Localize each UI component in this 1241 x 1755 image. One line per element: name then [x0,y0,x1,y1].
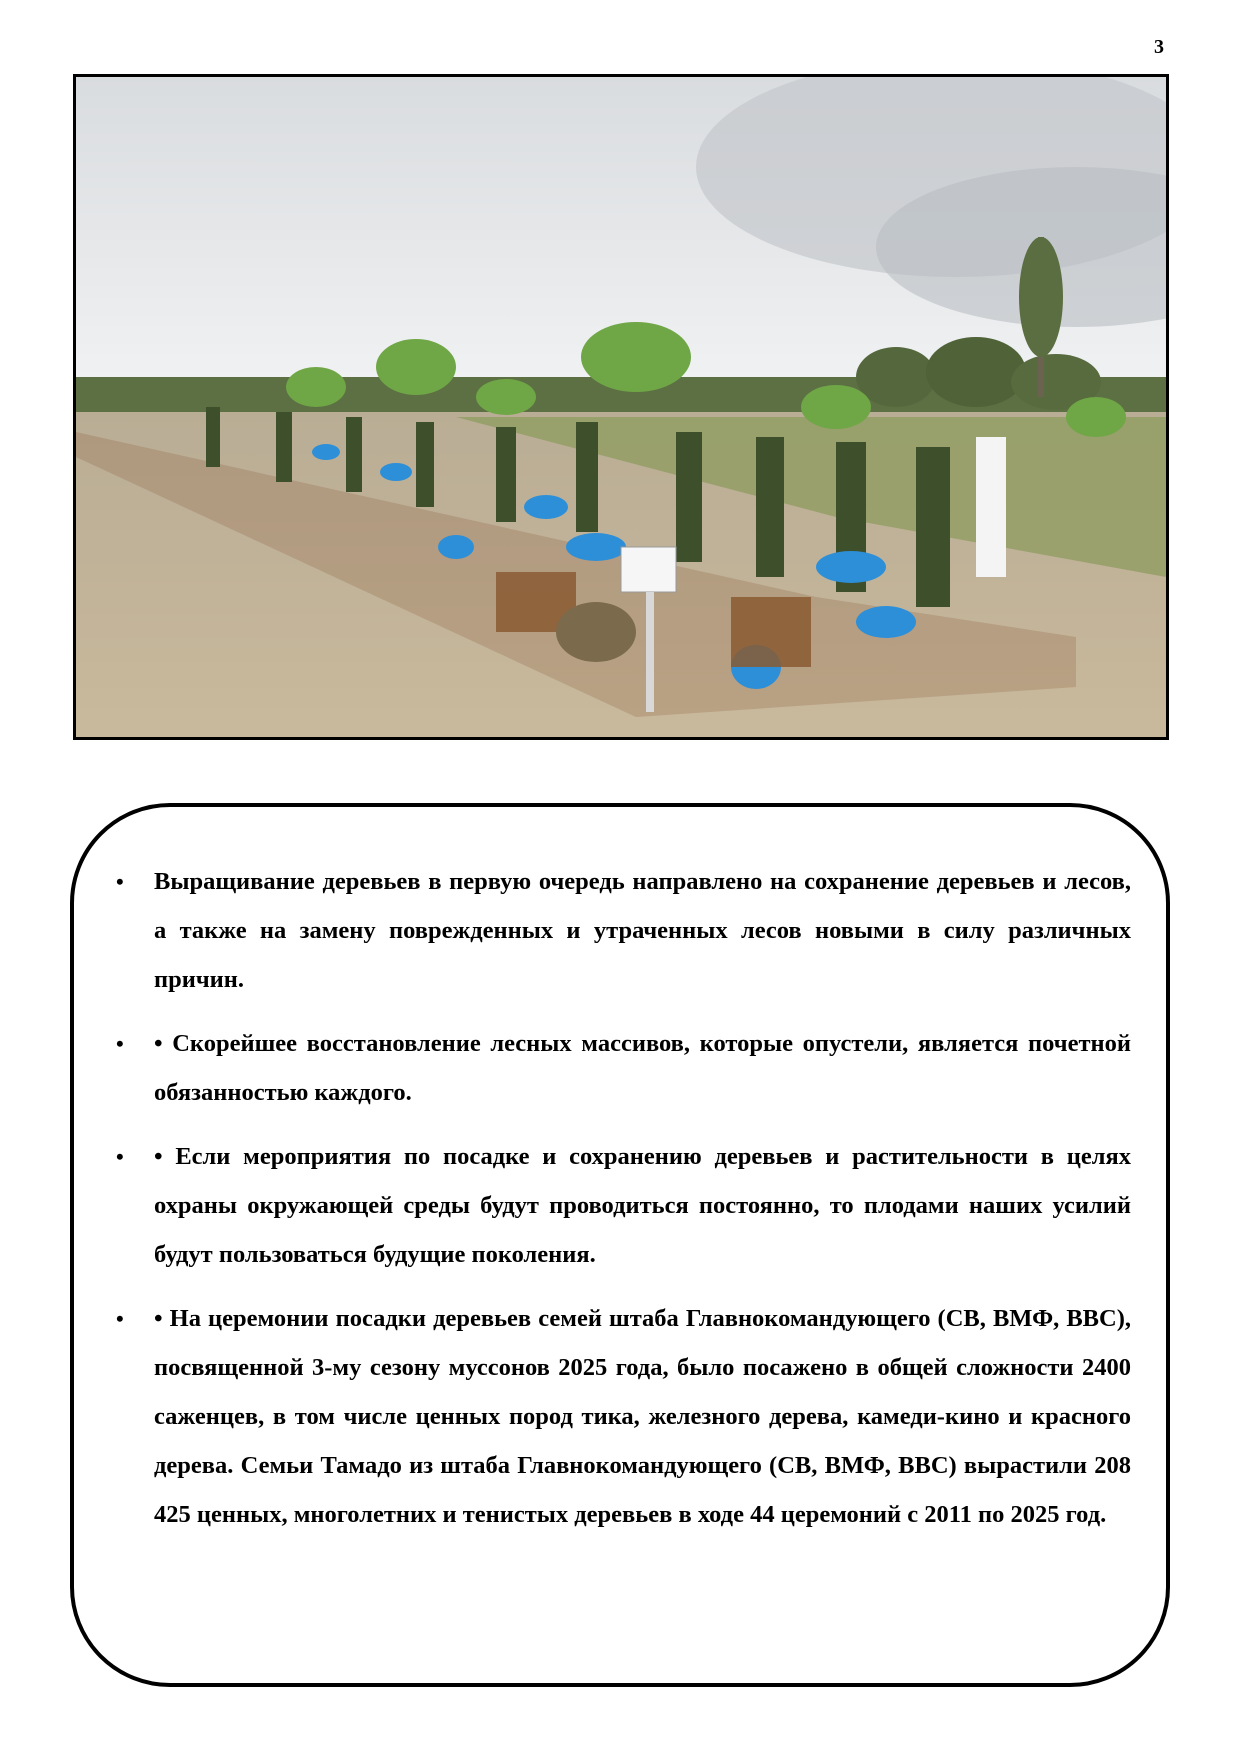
list-item [116,1019,1131,1117]
bullet-dot: • [116,1306,124,1331]
list-item-text: • На церемонии посадки деревьев семей штаба Главнокомандующего (СВ, ВМФ, ВВС), посвященной 3-му сезону муссонов 2025 года, было посажено в общей сложности 2400 саженцев, в том числе ценных пород тика, железного дерева, камеди-кино и красного дерева. Семьи Тамадо из штаба Главнокомандующего (СВ, ВМФ, ВВС) вырастили 208 425 ценных, многолетних и тенистых деревьев в ходе 44 церемоний с 2011 по 2025 год. [154,1305,1131,1528]
list-item-text: • Если мероприятия по посадке и сохранению деревьев и растительности в целях охраны окружающей среды будут проводиться постоянно, то плодами наших усилий будут пользоваться будущие поколения. [154,1143,1131,1268]
page-number: 3 [1154,36,1164,58]
list-item-text: • Скорейшее восстановление лесных массивов, которые опустели, является почетной обязанностью каждого. [154,1030,1131,1106]
bullet-dot: • [116,1144,124,1169]
list-item [116,1132,1131,1279]
bullet-dot: • [116,869,124,894]
photo-illustration [76,77,1166,737]
bullet-list [116,857,1131,1554]
list-item [116,857,1131,1004]
bullet-dot: • [116,1031,124,1056]
text-box [70,803,1170,1687]
ceremony-photo [73,74,1169,740]
list-item-text: Выращивание деревьев в первую очередь направлено на сохранение деревьев и лесов, а также на замену поврежденных и утраченных лесов новыми в силу различных причин. [154,868,1131,993]
list-item [116,1294,1131,1539]
